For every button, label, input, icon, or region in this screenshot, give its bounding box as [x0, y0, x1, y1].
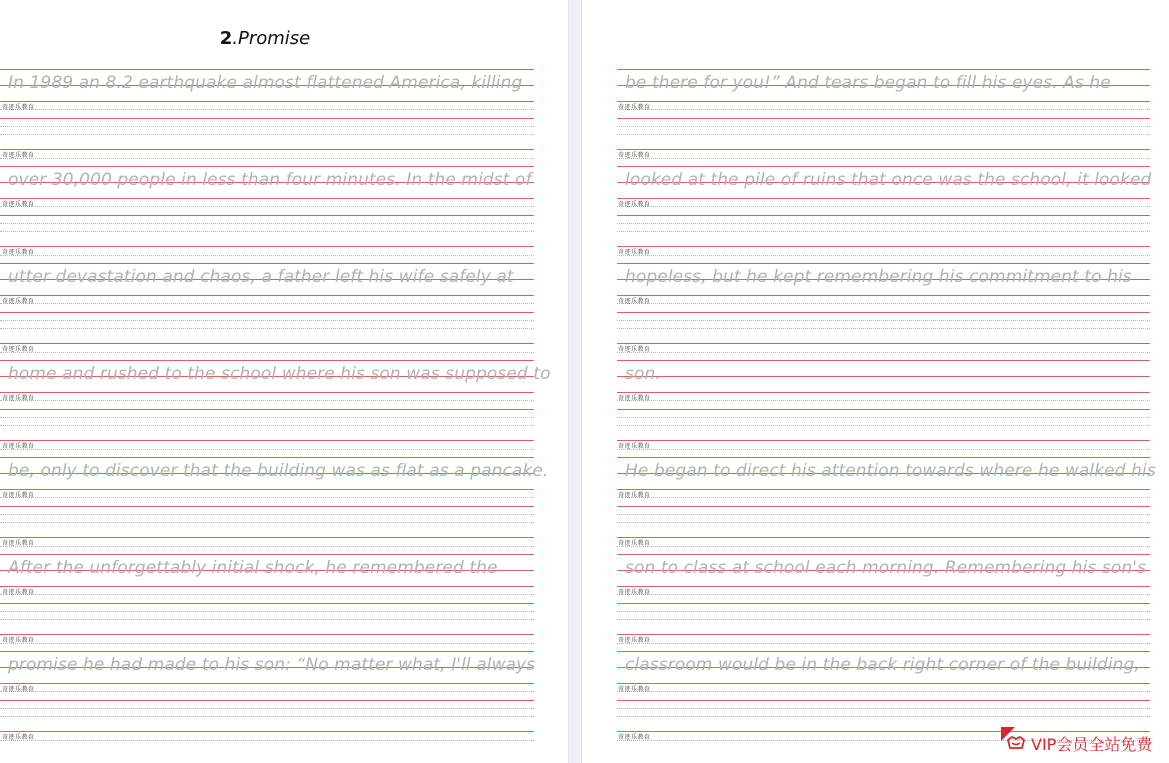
- guide-line: [617, 263, 1150, 264]
- dotted-guide-line: [617, 611, 1150, 612]
- watermark-label: 奇迹乐教育: [618, 734, 651, 741]
- right-page: [582, 0, 1169, 763]
- guide-line: [0, 295, 534, 296]
- dotted-guide-line: [0, 417, 534, 418]
- guide-line: [0, 457, 534, 458]
- dotted-guide-line: [617, 126, 1150, 127]
- guide-line: [0, 343, 534, 344]
- dotted-guide-line: [0, 109, 534, 110]
- dotted-guide-line: [617, 158, 1150, 159]
- guide-line: [0, 586, 534, 587]
- guide-line: [617, 376, 1150, 377]
- dotted-guide-line: [0, 255, 534, 256]
- guide-line: [617, 312, 1150, 313]
- dotted-guide-line: [617, 594, 1150, 595]
- dotted-guide-line: [617, 643, 1150, 644]
- dotted-guide-line: [617, 109, 1150, 110]
- writing-line-block: [0, 69, 534, 166]
- watermark-label: 奇迹乐教育: [618, 104, 651, 111]
- guide-line: [0, 166, 534, 167]
- writing-line-block: [0, 457, 549, 554]
- trace-text-line: looked at the pile of ruins that once was the school, it looked: [625, 170, 1152, 190]
- dotted-guide-line: [617, 514, 1150, 515]
- dotted-guide-line: [0, 691, 534, 692]
- dotted-guide-line: [0, 328, 534, 329]
- watermark-label: 奇迹乐教育: [618, 395, 651, 402]
- watermark-label: 奇迹乐教育: [2, 104, 35, 111]
- trace-text-line: In 1989 an 8.2 earthquake almost flattened America, killing: [8, 73, 523, 93]
- watermark-label: 奇迹乐教育: [618, 298, 651, 305]
- guide-line: [0, 489, 534, 490]
- guide-line: [617, 489, 1150, 490]
- title-text: .Promise: [232, 28, 311, 49]
- guide-line: [0, 118, 534, 119]
- watermark-label: 奇迹乐教育: [618, 443, 651, 450]
- dotted-guide-line: [0, 134, 534, 135]
- writing-line-block: [0, 554, 534, 651]
- dotted-guide-line: [617, 522, 1150, 523]
- writing-line-block: [582, 360, 1150, 457]
- guide-line: [617, 118, 1150, 119]
- watermark-label: 奇迹乐教育: [2, 249, 35, 256]
- guide-line: [0, 700, 534, 701]
- page-title: [0, 28, 530, 49]
- watermark-label: 奇迹乐教育: [2, 686, 35, 693]
- watermark-label: 奇迹乐教育: [2, 443, 35, 450]
- dotted-guide-line: [617, 255, 1150, 256]
- dotted-guide-line: [617, 134, 1150, 135]
- writing-line-block: [582, 69, 1150, 166]
- guide-line: [617, 634, 1150, 635]
- writing-line-block: [0, 166, 534, 263]
- dotted-guide-line: [617, 417, 1150, 418]
- watermark-label: 奇迹乐教育: [2, 395, 35, 402]
- guide-line: [0, 215, 534, 216]
- dotted-guide-line: [617, 546, 1150, 547]
- page-gutter: [568, 0, 582, 763]
- vip-badge-label: VIP会员全站免费: [1031, 735, 1153, 754]
- watermark-label: 奇迹乐教育: [618, 492, 651, 499]
- dotted-guide-line: [617, 716, 1150, 717]
- guide-line: [617, 343, 1150, 344]
- guide-line: [617, 586, 1150, 587]
- dotted-guide-line: [617, 320, 1150, 321]
- guide-line: [0, 554, 534, 555]
- guide-line: [617, 506, 1150, 507]
- trace-text-line: He began to direct his attention towards where he walked his: [625, 461, 1156, 481]
- guide-line: [0, 537, 534, 538]
- guide-line: [0, 506, 534, 507]
- guide-line: [617, 246, 1150, 247]
- trace-text-line: home and rushed to the school where his son was supposed to: [8, 364, 551, 384]
- writing-line-block: [0, 263, 534, 360]
- guide-line: [617, 440, 1150, 441]
- watermark-label: 奇迹乐教育: [618, 637, 651, 644]
- guide-line: [617, 166, 1150, 167]
- guide-line: [617, 603, 1150, 604]
- watermark-label: 奇迹乐教育: [618, 249, 651, 256]
- watermark-label: 奇迹乐教育: [2, 734, 35, 741]
- trace-text-line: son.: [625, 364, 661, 384]
- dotted-guide-line: [617, 328, 1150, 329]
- guide-line: [0, 360, 534, 361]
- vip-badge[interactable]: [999, 727, 1169, 759]
- watermark-label: 奇迹乐教育: [618, 686, 651, 693]
- watermark-label: 奇迹乐教育: [618, 152, 651, 159]
- trace-text-line: over 30,000 people in less than four minutes. In the midst of: [8, 170, 532, 190]
- watermark-label: 奇迹乐教育: [618, 540, 651, 547]
- dotted-guide-line: [617, 303, 1150, 304]
- trace-text-line: promise he had made to his son: “No matter what, I'll always: [8, 655, 536, 675]
- watermark-label: 奇迹乐教育: [2, 298, 35, 305]
- dotted-guide-line: [0, 320, 534, 321]
- watermark-label: 奇迹乐教育: [618, 346, 651, 353]
- dotted-guide-line: [0, 594, 534, 595]
- dotted-guide-line: [0, 206, 534, 207]
- guide-line: [617, 360, 1150, 361]
- guide-line: [617, 149, 1150, 150]
- guide-line: [617, 69, 1150, 70]
- guide-line: [617, 392, 1150, 393]
- guide-line: [617, 295, 1150, 296]
- dotted-guide-line: [617, 425, 1150, 426]
- trace-text-line: utter devastation and chaos, a father left his wife safely at: [8, 267, 514, 287]
- dotted-guide-line: [0, 716, 534, 717]
- dotted-guide-line: [0, 231, 534, 232]
- writing-line-block: [582, 166, 1150, 263]
- watermark-label: 奇迹乐教育: [2, 346, 35, 353]
- watermark-label: 奇迹乐教育: [2, 540, 35, 547]
- dotted-guide-line: [0, 223, 534, 224]
- watermark-label: 奇迹乐教育: [2, 492, 35, 499]
- dotted-guide-line: [617, 231, 1150, 232]
- guide-line: [0, 731, 534, 732]
- dotted-guide-line: [617, 206, 1150, 207]
- dotted-guide-line: [0, 352, 534, 353]
- guide-line: [0, 263, 534, 264]
- dotted-guide-line: [0, 303, 534, 304]
- guide-line: [617, 457, 1150, 458]
- writing-line-block: [0, 360, 551, 457]
- dotted-guide-line: [617, 400, 1150, 401]
- dotted-guide-line: [617, 449, 1150, 450]
- trace-text-line: be there for you!” And tears began to fill his eyes. As he: [625, 73, 1111, 93]
- guide-line: [0, 246, 534, 247]
- writing-line-block: [582, 554, 1150, 651]
- left-page: [0, 0, 568, 763]
- dotted-guide-line: [617, 352, 1150, 353]
- writing-line-block: [582, 263, 1150, 360]
- guide-line: [0, 392, 534, 393]
- dotted-guide-line: [617, 497, 1150, 498]
- dotted-guide-line: [617, 691, 1150, 692]
- guide-line: [0, 683, 534, 684]
- dotted-guide-line: [0, 126, 534, 127]
- dotted-guide-line: [0, 546, 534, 547]
- dotted-guide-line: [617, 708, 1150, 709]
- guide-line: [0, 440, 534, 441]
- guide-line: [617, 409, 1150, 410]
- dotted-guide-line: [0, 611, 534, 612]
- watermark-label: 奇迹乐教育: [2, 589, 35, 596]
- watermark-label: 奇迹乐教育: [618, 201, 651, 208]
- writing-line-block: [0, 651, 534, 748]
- guide-line: [0, 651, 534, 652]
- dotted-guide-line: [0, 708, 534, 709]
- dotted-guide-line: [617, 223, 1150, 224]
- trace-text-line: be, only to discover that the building was as flat as a pancake.: [8, 461, 549, 481]
- watermark-label: 奇迹乐教育: [2, 201, 35, 208]
- dotted-guide-line: [0, 497, 534, 498]
- guide-line: [617, 651, 1150, 652]
- trace-text-line: hopeless, but he kept remembering his commitment to his: [625, 267, 1132, 287]
- dotted-guide-line: [0, 425, 534, 426]
- dotted-guide-line: [617, 619, 1150, 620]
- watermark-label: 奇迹乐教育: [618, 589, 651, 596]
- guide-line: [0, 634, 534, 635]
- guide-line: [0, 198, 534, 199]
- guide-line: [617, 215, 1150, 216]
- trace-text-line: son to class at school each morning. Remembering his son's: [625, 558, 1147, 578]
- guide-line: [0, 603, 534, 604]
- guide-line: [0, 312, 534, 313]
- guide-line: [617, 683, 1150, 684]
- watermark-label: 奇迹乐教育: [2, 152, 35, 159]
- guide-line: [0, 101, 534, 102]
- dotted-guide-line: [0, 740, 534, 741]
- guide-line: [617, 700, 1150, 701]
- dotted-guide-line: [0, 619, 534, 620]
- guide-line: [617, 554, 1150, 555]
- writing-line-block: [582, 457, 1156, 554]
- guide-line: [617, 537, 1150, 538]
- guide-line: [0, 149, 534, 150]
- guide-line: [617, 198, 1150, 199]
- dotted-guide-line: [0, 400, 534, 401]
- dotted-guide-line: [0, 522, 534, 523]
- dotted-guide-line: [0, 514, 534, 515]
- dotted-guide-line: [0, 449, 534, 450]
- title-number: 2: [219, 28, 233, 49]
- guide-line: [0, 69, 534, 70]
- guide-line: [617, 101, 1150, 102]
- crown-icon: [1007, 736, 1025, 750]
- watermark-label: 奇迹乐教育: [2, 637, 35, 644]
- trace-text-line: classroom would be in the back right corner of the building,: [625, 655, 1140, 675]
- guide-line: [0, 409, 534, 410]
- trace-text-line: After the unforgettably initial shock, he remembered the: [8, 558, 498, 578]
- dotted-guide-line: [0, 643, 534, 644]
- dotted-guide-line: [0, 158, 534, 159]
